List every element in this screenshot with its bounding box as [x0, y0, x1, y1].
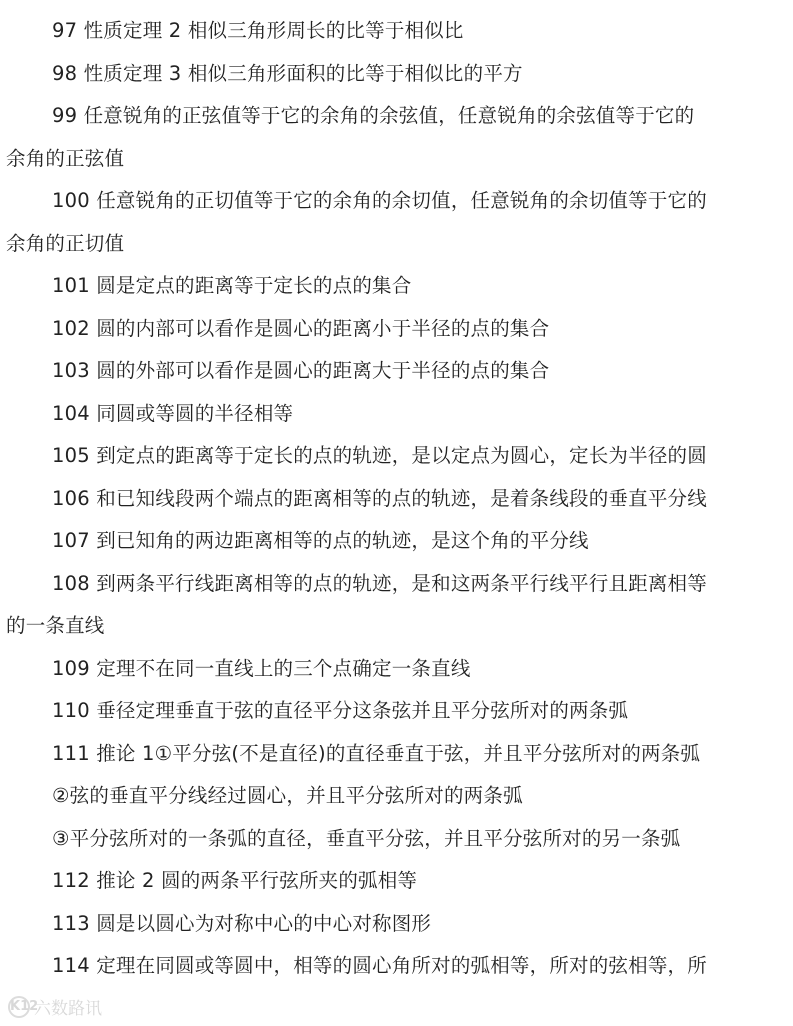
theorem-line-110: 110 垂径定理垂直于弦的直径平分这条弦并且平分弦所对的两条弧	[52, 699, 629, 722]
theorem-line-111-c: ③平分弦所对的一条弧的直径，垂直平分弦，并且平分弦所对的另一条弧	[52, 826, 681, 850]
theorem-line-100: 100 任意锐角的正切值等于它的余角的余切值，任意锐角的余切值等于它的	[52, 189, 707, 212]
theorem-line-111-b: ②弦的垂直平分线经过圆心，并且平分弦所对的两条弧	[52, 784, 523, 807]
theorem-line-112: 112 推论 2 圆的两条平行弦所夹的弧相等	[52, 869, 418, 892]
theorem-line-108-cont: 的一条直线	[6, 614, 105, 637]
theorem-line-103: 103 圆的外部可以看作是圆心的距离大于半径的点的集合	[52, 359, 550, 382]
watermark	[8, 994, 102, 1019]
theorem-line-97: 97 性质定理 2 相似三角形周长的比等于相似比	[52, 19, 464, 42]
theorem-line-107: 107 到已知角的两边距离相等的点的轨迹，是这个角的平分线	[52, 529, 589, 552]
theorem-line-105: 105 到定点的距离等于定长的点的轨迹，是以定点为圆心，定长为半径的圆	[52, 444, 707, 467]
watermark-logo-icon: K12	[8, 996, 30, 1018]
theorem-line-101: 101 圆是定点的距离等于定长的点的集合	[52, 274, 412, 297]
theorem-line-106: 106 和已知线段两个端点的距离相等的点的轨迹，是着条线段的垂直平分线	[52, 486, 707, 510]
theorem-line-102: 102 圆的内部可以看作是圆心的距离小于半径的点的集合	[52, 316, 550, 340]
watermark-text: 六数路讯	[34, 999, 102, 1019]
theorem-line-98: 98 性质定理 3 相似三角形面积的比等于相似比的平方	[52, 61, 523, 85]
theorem-line-104: 104 同圆或等圆的半径相等	[52, 401, 294, 425]
theorem-line-99-cont: 余角的正弦值	[6, 146, 125, 170]
theorem-line-111: 111 推论 1①平分弦(不是直径)的直径垂直于弦，并且平分弦所对的两条弧	[52, 741, 701, 765]
document-body	[0, 10, 793, 988]
theorem-line-109: 109 定理不在同一直线上的三个点确定一条直线	[52, 656, 471, 680]
theorem-line-99: 99 任意锐角的正弦值等于它的余角的余弦值，任意锐角的余弦值等于它的	[52, 104, 695, 127]
theorem-line-114: 114 定理在同圆或等圆中，相等的圆心角所对的弧相等，所对的弦相等，所	[52, 954, 707, 977]
theorem-line-113: 113 圆是以圆心为对称中心的中心对称图形	[52, 911, 432, 935]
theorem-line-108: 108 到两条平行线距离相等的点的轨迹，是和这两条平行线平行且距离相等	[52, 571, 707, 595]
theorem-line-100-cont: 余角的正切值	[6, 231, 125, 255]
